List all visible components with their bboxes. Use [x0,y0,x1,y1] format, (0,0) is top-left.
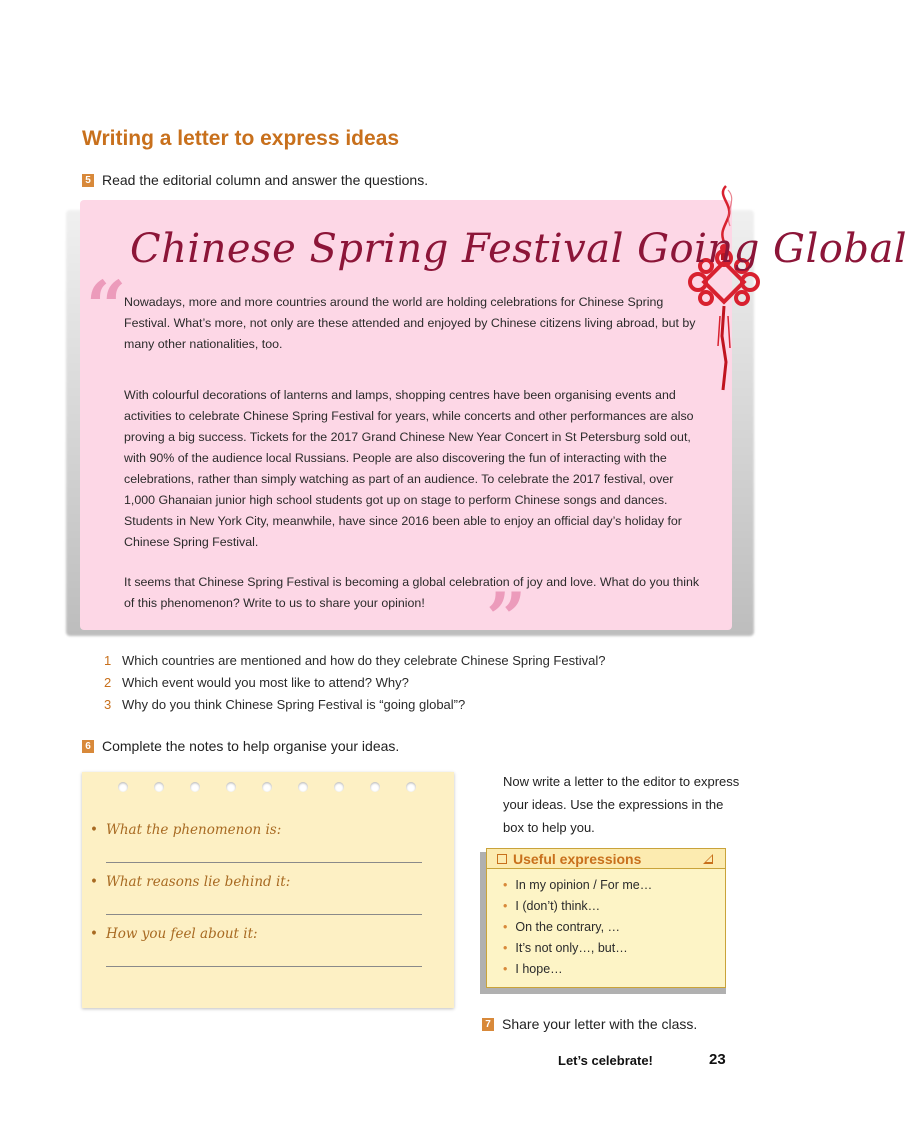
corner-triangle-icon [703,854,713,864]
questions-list [104,650,605,716]
task-7 [482,1016,697,1032]
binder-hole [298,782,308,792]
editorial-paragraph-1: Nowadays, more and more countries around the world are holding celebrations for Chinese Spring Festival. What’s more, not only are these attended and enjoyed by Chinese citizens living abroad, but by many other nationalities, too. [124,295,696,351]
section-title: Writing a letter to express ideas [82,127,400,150]
bullet: • [503,878,508,892]
bullet: • [503,920,508,934]
task-6-text: Complete the notes to help organise your ideas. [102,738,400,754]
note-prompt-phenomenon [90,822,281,838]
note-prompt-text: How you feel about it: [105,926,258,942]
expression-text: I (don’t) think… [515,899,601,913]
question-text: Which countries are mentioned and how do they celebrate Chinese Spring Festival? [122,653,606,668]
binder-hole [334,782,344,792]
question-item [104,650,605,672]
list-item [503,959,725,980]
page-number: 23 [709,1051,726,1068]
note-bullet: • [90,926,98,942]
bullet: • [503,899,508,913]
close-quote-mark: ” [486,577,527,660]
writing-instruction: Now write a letter to the editor to express your ideas. Use the expressions in the box to help you. [503,774,740,835]
list-item [503,875,725,896]
useful-expressions-title: Useful expressions [513,850,642,867]
bullet: • [503,941,508,955]
expression-text: In my opinion / For me… [515,878,653,892]
task-6 [82,738,399,754]
useful-expressions-list [487,869,725,980]
binder-hole [118,782,128,792]
useful-expressions-box [486,848,726,988]
expression-text: It’s not only…, but… [515,941,628,955]
note-prompt-feelings [90,926,258,942]
useful-expressions-header [487,849,725,869]
task-5-text: Read the editorial column and answer the questions. [102,172,429,188]
task-7-text: Share your letter with the class. [502,1016,698,1032]
list-item [503,896,725,917]
binder-hole [190,782,200,792]
note-answer-line[interactable] [106,862,422,863]
open-quote-mark: “ [86,265,127,348]
question-text: Why do you think Chinese Spring Festival is “going global”? [122,697,466,712]
binder-hole [370,782,380,792]
bullet: • [503,962,508,976]
note-answer-line[interactable] [106,914,422,915]
question-number: 1 [104,653,112,668]
binder-hole [262,782,272,792]
expression-text: I hope… [515,962,563,976]
task-6-number: 6 [82,740,94,753]
binder-hole [226,782,236,792]
expression-text: On the contrary, … [515,920,621,934]
task-5 [82,172,428,188]
note-bullet: • [90,822,98,838]
question-item [104,672,605,694]
footer-unit-title: Let’s celebrate! [558,1053,653,1068]
binder-hole [154,782,164,792]
list-item [503,917,725,938]
note-prompt-reasons [90,874,290,890]
note-prompt-text: What the phenomenon is: [105,822,282,838]
editorial-paragraph-3: It seems that Chinese Spring Festival is becoming a global celebration of joy and love. What do you think of this phenomenon? Write to us to share your opinion! [124,575,700,610]
question-number: 2 [104,675,112,690]
note-bullet: • [90,874,98,890]
note-answer-line[interactable] [106,966,422,967]
question-text: Which event would you most like to attend? Why? [122,675,409,690]
notes-card [82,772,454,1008]
editorial-paragraph-2: With colourful decorations of lanterns and lamps, shopping centres have been organising events and activities to celebrate Chinese Spring Festival for years, while concerts and other performances are also proving a big success. Tickets for the 2017 Grand Chinese New Year Concert in St Petersburg sold out, with 90% of the audience local Russians. People are also discovering the fun of interacting with the celebrations, rather than simply watching as part of an audience. To celebrate the 2017 festival, over 1,000 Ghanaian junior high school students got up on stage to perform Chinese songs and dances. Students in New York City, meanwhile, have since 2016 been able to enjoy an official day’s holiday for Chinese Spring Festival. [124,388,694,549]
task-5-number: 5 [82,174,94,187]
note-prompt-text: What reasons lie behind it: [105,874,291,890]
task-7-number: 7 [482,1018,494,1031]
list-item [503,938,725,959]
binder-hole [406,782,416,792]
question-item [104,694,605,716]
question-number: 3 [104,697,112,712]
editorial-title: Chinese Spring Festival Going Global [130,226,907,272]
checkbox-icon [497,854,507,864]
